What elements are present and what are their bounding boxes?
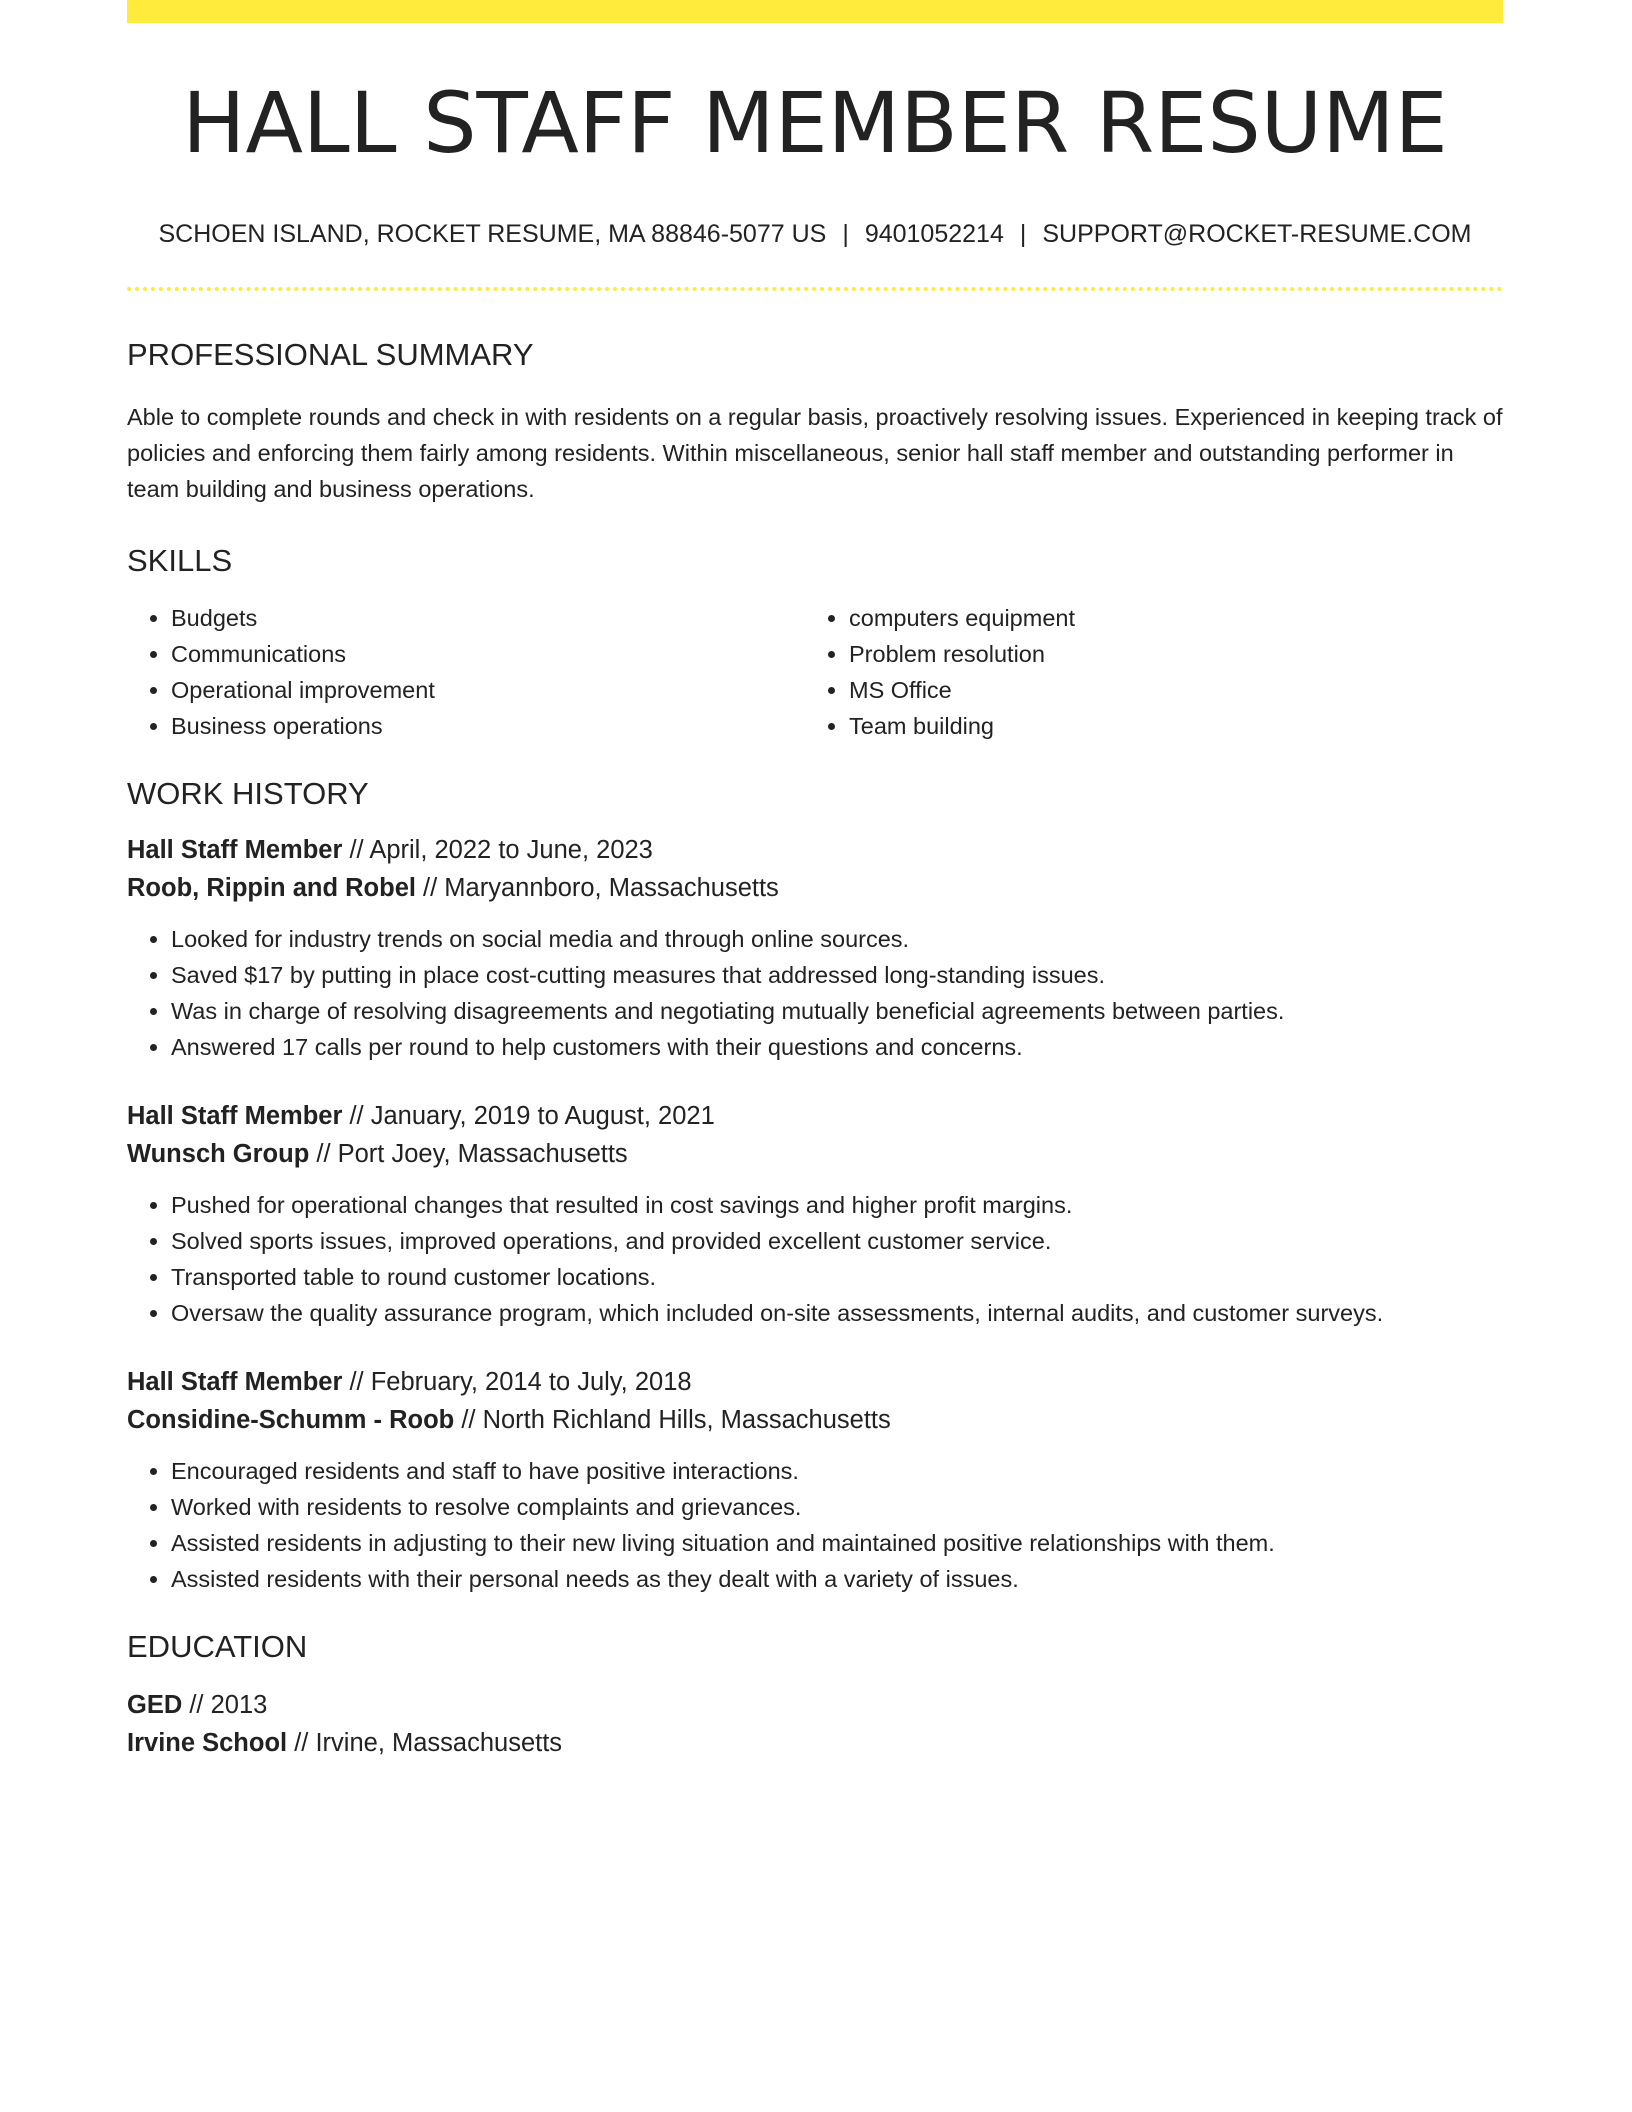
education-degree: GED <box>127 1691 183 1719</box>
job-bullet: • Transported table to round customer locations. <box>171 1259 1503 1295</box>
job-company-line <box>127 1401 1503 1439</box>
skills-grid <box>127 600 1503 744</box>
job-bullet-list <box>127 921 1503 1065</box>
job-company: Considine-Schumm - Roob <box>127 1406 455 1434</box>
contact-phone: 9401052214 <box>864 220 1004 248</box>
education-school-line <box>127 1724 1503 1762</box>
summary-heading: PROFESSIONAL SUMMARY <box>127 337 534 372</box>
skills-list-left <box>127 600 805 744</box>
job-bullet: • Looked for industry trends on social media and through online sources. <box>171 921 1503 957</box>
job-bullet: • Encouraged residents and staff to have positive interactions. <box>171 1453 1503 1489</box>
job-bullet: • Oversaw the quality assurance program, which included on-site assessments, internal audits, and customer surveys. <box>171 1295 1503 1331</box>
job-company: Roob, Rippin and Robel <box>127 874 416 902</box>
job-bullet: • Answered 17 calls per round to help customers with their questions and concerns. <box>171 1029 1503 1065</box>
skill-item: • Operational improvement <box>171 672 805 708</box>
job-title-line <box>127 1363 1503 1401</box>
job-dates: // February, 2014 to July, 2018 <box>342 1368 692 1396</box>
job-entry <box>127 831 1503 1065</box>
work-history-heading: WORK HISTORY <box>127 776 369 811</box>
job-title: Hall Staff Member <box>127 1368 343 1396</box>
skill-item: • Communications <box>171 636 805 672</box>
job-bullet: • Was in charge of resolving disagreements and negotiating mutually beneficial agreements between parties. <box>171 993 1503 1029</box>
top-accent-bar <box>127 0 1503 23</box>
education-location: // Irvine, Massachusetts <box>287 1729 563 1757</box>
job-dates: // April, 2022 to June, 2023 <box>342 836 653 864</box>
skill-item: • Budgets <box>171 600 805 636</box>
job-location: // Maryannboro, Massachusetts <box>415 874 779 902</box>
skills-list-right <box>805 600 1483 744</box>
job-company-line <box>127 869 1503 907</box>
job-title-line <box>127 831 1503 869</box>
education-degree-line <box>127 1686 1503 1724</box>
job-dates: // January, 2019 to August, 2021 <box>342 1102 715 1130</box>
job-bullet: • Assisted residents with their personal needs as they dealt with a variety of issues. <box>171 1561 1503 1597</box>
job-bullet: • Pushed for operational changes that resulted in cost savings and higher profit margins. <box>171 1187 1503 1223</box>
job-bullet: • Saved $17 by putting in place cost-cutting measures that addressed long-standing issues. <box>171 957 1503 993</box>
job-title-line <box>127 1097 1503 1135</box>
job-bullet: • Solved sports issues, improved operations, and provided excellent customer service. <box>171 1223 1503 1259</box>
summary-text: Able to complete rounds and check in with residents on a regular basis, proactively resolving issues. Experienced in keeping track of policies and enforcing them fairly among residents. Within miscellaneous, senior hall staff member and outstanding performer in team building and business operations. <box>127 404 1503 502</box>
job-bullet: • Worked with residents to resolve complaints and grievances. <box>171 1489 1503 1525</box>
job-company-line <box>127 1135 1503 1173</box>
skill-item: • Business operations <box>171 708 805 744</box>
skill-item: • Problem resolution <box>849 636 1483 672</box>
job-title: Hall Staff Member <box>127 836 343 864</box>
contact-line <box>127 222 1503 247</box>
education-heading: EDUCATION <box>127 1629 308 1664</box>
skill-item: • computers equipment <box>849 600 1483 636</box>
resume-title: HALL STAFF MEMBER RESUME <box>182 74 1448 172</box>
education-year: // 2013 <box>182 1691 268 1719</box>
contact-separator: | <box>842 220 849 248</box>
job-title: Hall Staff Member <box>127 1102 343 1130</box>
skill-item: • Team building <box>849 708 1483 744</box>
contact-separator: | <box>1019 220 1027 248</box>
job-entry <box>127 1097 1503 1331</box>
contact-address: SCHOEN ISLAND, ROCKET RESUME, MA 88846-5077 US <box>158 220 827 248</box>
resume-page <box>127 0 1503 1762</box>
job-bullet: • Assisted residents in adjusting to their new living situation and maintained positive relationships with them. <box>171 1525 1503 1561</box>
dotted-divider <box>127 287 1503 291</box>
contact-email: SUPPORT@ROCKET-RESUME.COM <box>1042 220 1472 248</box>
job-entry <box>127 1363 1503 1597</box>
skills-heading: SKILLS <box>127 543 233 578</box>
job-bullet-list <box>127 1187 1503 1331</box>
job-location: // North Richland Hills, Massachusetts <box>454 1406 891 1434</box>
job-company: Wunsch Group <box>127 1140 310 1168</box>
education-school: Irvine School <box>127 1729 288 1757</box>
skill-item: • MS Office <box>849 672 1483 708</box>
job-location: // Port Joey, Massachusetts <box>309 1140 628 1168</box>
job-bullet-list <box>127 1453 1503 1597</box>
